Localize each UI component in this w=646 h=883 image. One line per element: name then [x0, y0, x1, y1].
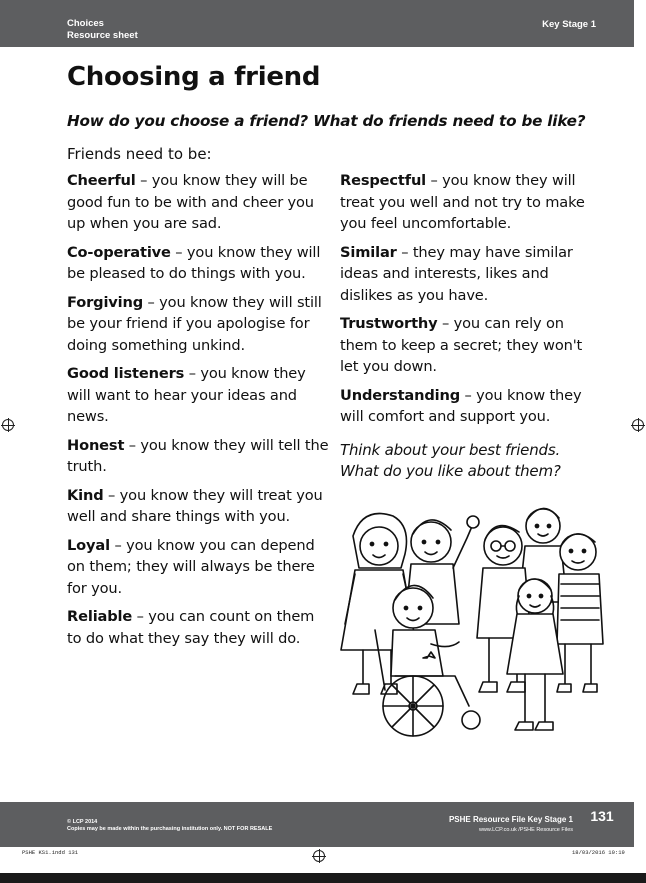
reflection-line-1: Think about your best friends. — [340, 440, 561, 459]
header-subtitle: Resource sheet — [67, 30, 138, 41]
entry-desc: – they may have similar ideas and interests, likes and dislikes as you have. — [340, 243, 573, 304]
entry-term: Understanding — [340, 386, 461, 404]
entry-understanding — [340, 385, 604, 428]
right-column — [340, 170, 604, 483]
entry-desc: – you know they will comfort and support you. — [340, 386, 582, 425]
registration-mark-icon — [632, 419, 644, 431]
entry-good-listeners — [67, 363, 331, 428]
reflection-prompt — [340, 440, 604, 483]
children-group-illustration — [335, 484, 605, 746]
copy-note: Copies may be made within the purchasing institution only. NOT FOR RESALE — [67, 826, 273, 832]
entry-term: Good listeners — [67, 365, 185, 382]
entry-desc: – you know they will tell the truth. — [67, 436, 329, 475]
footer-resource — [438, 815, 573, 835]
header-section: Choices — [67, 18, 104, 29]
reflection-line-2: What do you like about them? — [340, 462, 561, 480]
header-bar — [0, 0, 634, 47]
slug-file: PSHE KS1.indd 131 — [22, 849, 79, 856]
entry-desc: – you know they will still be your friend if you apologise for doing something unkind. — [67, 293, 322, 354]
question-heading: How do you choose a friend? What do friends need to be like? — [67, 112, 586, 130]
copyright-text: © LCP 2014 — [67, 819, 98, 825]
entry-desc: – you know they will be pleased to do things with you. — [67, 243, 321, 282]
entry-desc: – you know you can depend on them; they will always be there for you. — [67, 536, 315, 597]
entry-term: Trustworthy — [340, 315, 438, 332]
left-column — [67, 170, 331, 656]
entry-term: Similar — [340, 243, 397, 261]
entry-desc: – you can count on them to do what they say they will do. — [67, 608, 315, 647]
page-edge — [634, 0, 646, 883]
entry-term: Honest — [67, 436, 125, 454]
entry-forgiving — [67, 292, 331, 357]
intro-text: Friends need to be: — [67, 145, 212, 163]
entry-honest — [67, 435, 331, 478]
registration-mark-icon — [2, 419, 14, 431]
entry-cheerful — [67, 170, 331, 235]
entry-trustworthy — [340, 313, 604, 378]
entry-term: Loyal — [67, 536, 110, 554]
entry-term: Forgiving — [67, 293, 144, 311]
entry-desc: – you know they will be good fun to be with and cheer you up when you are sad. — [67, 172, 314, 232]
entry-respectful — [340, 170, 604, 235]
page-number: 131 — [590, 808, 614, 824]
entry-term: Cheerful — [67, 172, 136, 189]
resource-title: PSHE Resource File Key Stage 1 — [448, 815, 573, 824]
entry-term: Kind — [67, 486, 104, 504]
entry-desc: – you can rely on them to keep a secret; they won't let you down. — [340, 315, 583, 375]
registration-mark-icon — [313, 850, 325, 862]
entry-kind — [67, 485, 331, 528]
footer-copyright — [67, 819, 272, 833]
resource-website: www.LCP.co.uk /PSHE Resource Files — [478, 827, 573, 833]
footer-bar — [0, 802, 634, 847]
entry-term: Respectful — [340, 172, 427, 189]
bottom-strip — [0, 873, 646, 883]
entry-term: Co-operative — [67, 243, 171, 261]
entry-loyal — [67, 535, 331, 600]
entry-term: Reliable — [67, 608, 133, 625]
entry-desc: – you know they will want to hear your ideas and news. — [67, 365, 306, 425]
entry-desc: – you know they will treat you well and share things with you. — [67, 486, 323, 525]
entry-reliable — [67, 606, 331, 649]
entry-similar — [340, 242, 604, 307]
slug-datetime: 18/03/2016 10:19 — [572, 849, 625, 856]
child-figure — [557, 534, 603, 692]
entry-desc: – you know they will treat you well and not try to make you feel uncomfortable. — [340, 172, 585, 232]
page-title: Choosing a friend — [67, 62, 321, 92]
header-section-label — [67, 18, 138, 42]
entry-co-operative — [67, 242, 331, 285]
header-stage: Key Stage 1 — [542, 19, 596, 30]
